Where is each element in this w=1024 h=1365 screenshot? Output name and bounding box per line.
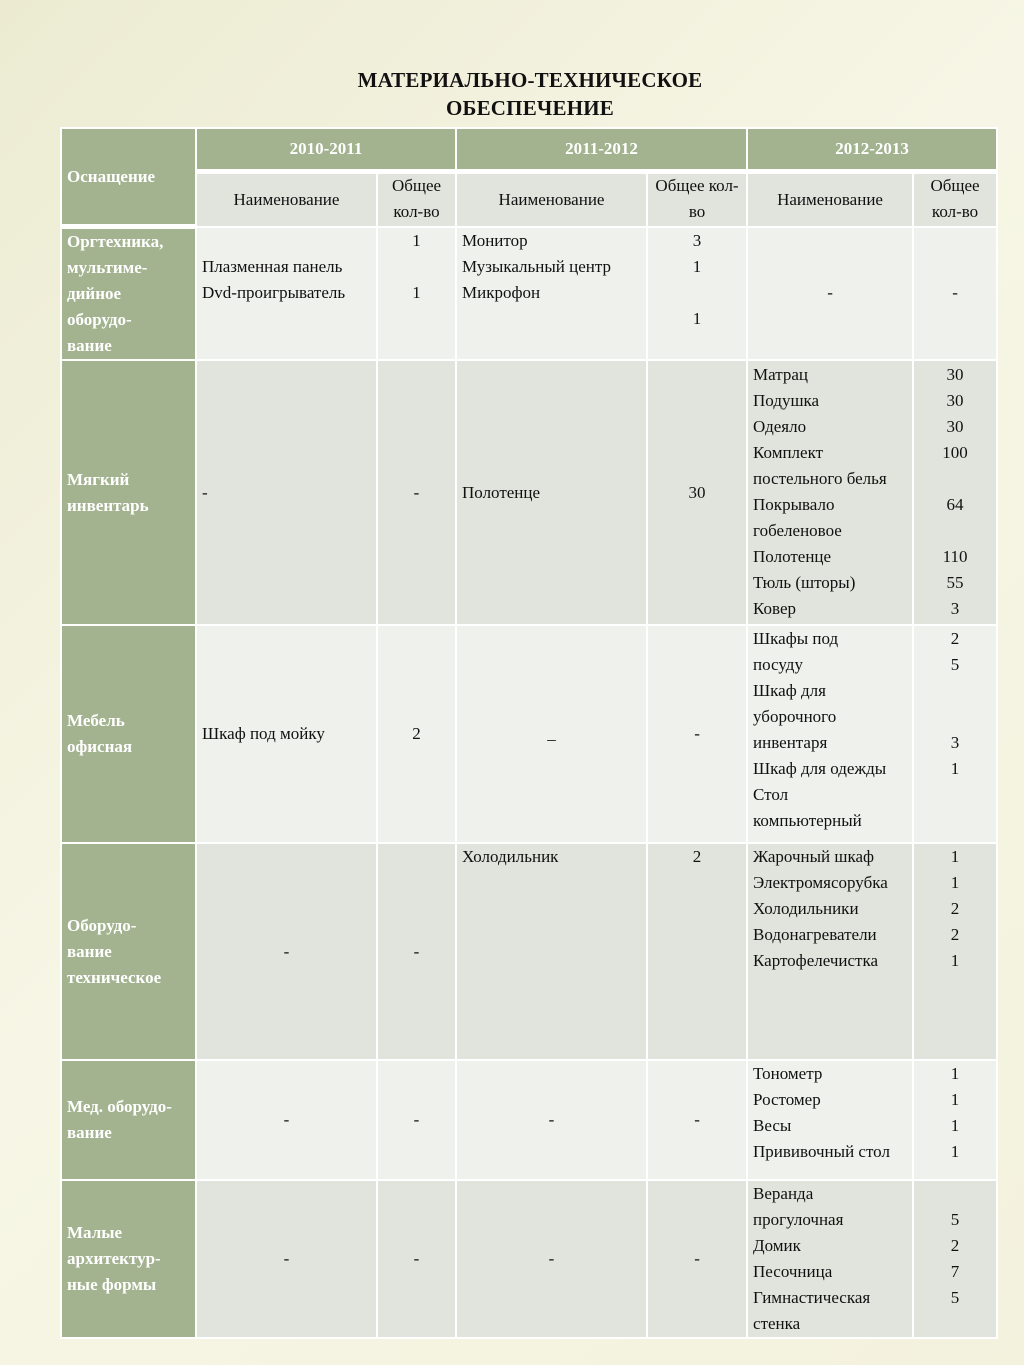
item-names: _	[456, 625, 647, 843]
item-names: -	[747, 227, 913, 361]
equipment-table	[60, 127, 998, 1339]
item-quantities: 3 1 1	[647, 227, 747, 361]
item-quantities: -	[377, 1180, 456, 1338]
item-names: -	[196, 1060, 377, 1180]
item-quantities: -	[377, 360, 456, 625]
item-names: Плазменная панель Dvd-проигрыватель	[196, 227, 377, 361]
item-quantities: 5 2 7 5	[913, 1180, 997, 1338]
item-names: Монитор Музыкальный центр Микрофон	[456, 227, 647, 361]
item-quantities: 2	[647, 843, 747, 1060]
page-title-line-1: МАТЕРИАЛЬНО-ТЕХНИЧЕСКОЕ	[357, 68, 703, 92]
year-header-row	[61, 128, 997, 171]
row-label: Мед. оборудо- вание	[61, 1060, 196, 1180]
table-row-technical-equipment	[61, 843, 997, 1060]
row-label: Мебель офисная	[61, 625, 196, 843]
item-quantities: -	[647, 1060, 747, 1180]
item-names: Холодильник	[456, 843, 647, 1060]
year-header-2010: 2010-2011	[196, 128, 456, 171]
item-quantities: 2 5 3 1	[913, 625, 997, 843]
qty-column-header: Общее кол-во	[377, 171, 456, 227]
item-names: Шкаф под мойку	[196, 625, 377, 843]
item-names: Тонометр Ростомер Весы Прививочный стол	[747, 1060, 913, 1180]
item-names: Шкафы под посуду Шкаф для уборочного инвентаря Шкаф для одежды Стол компьютерный	[747, 625, 913, 843]
table-row-office-equipment	[61, 227, 997, 361]
table-row-medical-equipment	[61, 1060, 997, 1180]
table-row-office-furniture	[61, 625, 997, 843]
equipment-header: Оснащение	[61, 128, 196, 227]
qty-column-header: Общее кол-во	[913, 171, 997, 227]
item-names: -	[196, 843, 377, 1060]
name-column-header: Наименование	[747, 171, 913, 227]
qty-column-header: Общее кол- во	[647, 171, 747, 227]
row-label: Мягкий инвентарь	[61, 360, 196, 625]
row-label: Оборудо- вание техническое	[61, 843, 196, 1060]
item-quantities: 1 1 1 1	[913, 1060, 997, 1180]
item-quantities: -	[647, 625, 747, 843]
year-header-2012: 2012-2013	[747, 128, 997, 171]
item-quantities: -	[647, 1180, 747, 1338]
item-quantities: -	[377, 843, 456, 1060]
item-quantities: -	[377, 1060, 456, 1180]
item-quantities: 2	[377, 625, 456, 843]
table-row-small-architectural-forms	[61, 1180, 997, 1338]
row-label: Малые архитектур- ные формы	[61, 1180, 196, 1338]
item-quantities: 30	[647, 360, 747, 625]
item-names: Матрац Подушка Одеяло Комплект постельного белья Покрывало гобеленовое Полотенце Тюль (шторы) Ковер	[747, 360, 913, 625]
item-names: Жарочный шкаф Электромясорубка Холодильники Водонагреватели Картофелечистка	[747, 843, 913, 1060]
row-label: Оргтехника, мультиме- дийное оборудо- вание	[61, 227, 196, 361]
item-names: Веранда прогулочная Домик Песочница Гимнастическая стенка	[747, 1180, 913, 1338]
name-column-header: Наименование	[456, 171, 647, 227]
item-quantities: 30 30 30 100 64 110 55 3	[913, 360, 997, 625]
name-column-header: Наименование	[196, 171, 377, 227]
column-header-row	[61, 171, 997, 227]
item-names: -	[196, 360, 377, 625]
page-title-line-2: ОБЕСПЕЧЕНИЕ	[445, 96, 615, 120]
item-names: -	[456, 1180, 647, 1338]
table-row-soft-inventory	[61, 360, 997, 625]
item-quantities: 1 1	[377, 227, 456, 361]
item-names: -	[456, 1060, 647, 1180]
item-names: -	[196, 1180, 377, 1338]
year-header-2011: 2011-2012	[456, 128, 747, 171]
item-quantities: 1 1 2 2 1	[913, 843, 997, 1060]
item-names: Полотенце	[456, 360, 647, 625]
page-title	[0, 66, 1024, 122]
item-quantities: -	[913, 227, 997, 361]
